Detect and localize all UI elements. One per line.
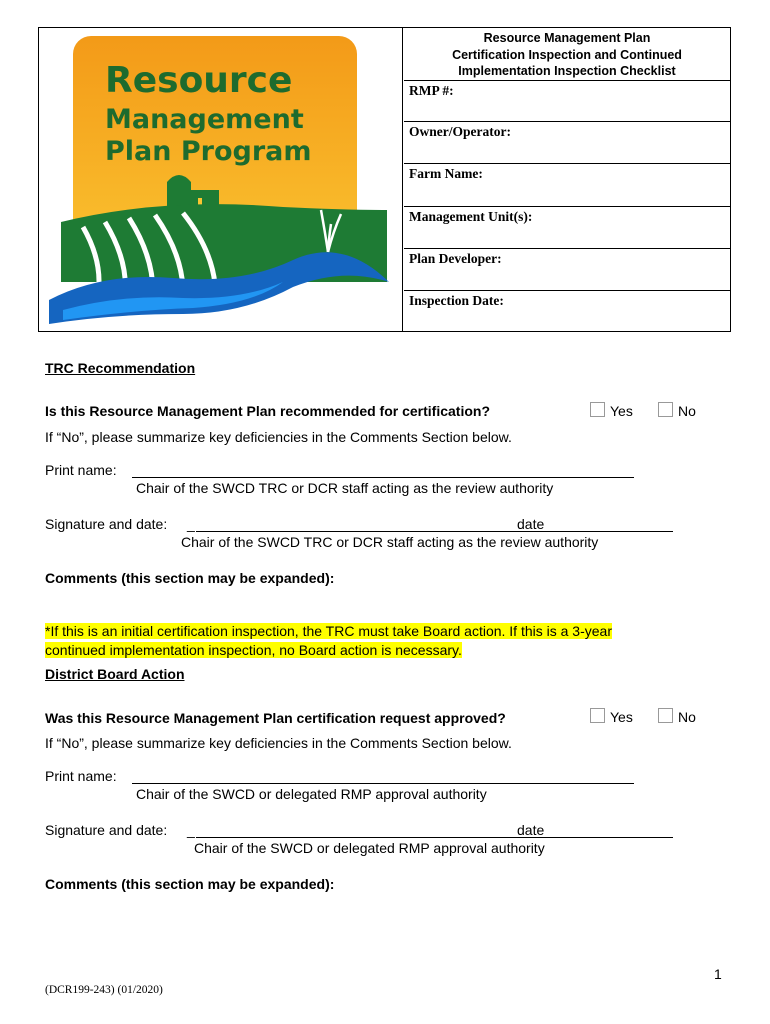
field-label: Owner/Operator: [409,124,511,139]
title-line-2: Certification Inspection and Continued [452,47,682,62]
trc-no-label: No [678,403,696,419]
header-box [38,27,731,332]
logo-text-line3: Plan Program [105,136,312,167]
field-rmp-number[interactable] [404,80,730,122]
board-signature-line[interactable] [196,837,673,838]
trc-heading: TRC Recommendation [45,360,196,376]
trc-signature-caption: Chair of the SWCD TRC or DCR staff acting as the review authority [181,534,599,550]
board-print-caption: Chair of the SWCD or delegated RMP approval authority [136,786,487,802]
logo-cell [39,28,403,331]
board-signature-lead: _ [187,822,195,838]
trc-no-checkbox[interactable] [658,402,673,417]
field-inspection-date[interactable] [404,291,730,331]
board-print-label: Print name: [45,768,117,784]
trc-date-label: date [517,516,545,532]
trc-signature-label: Signature and date: [45,516,168,532]
field-label: Plan Developer: [409,251,502,266]
field-label: Farm Name: [409,166,483,181]
note-line-2: continued implementation inspection, no Board action is necessary. [45,642,462,658]
trc-print-name-line[interactable] [132,477,634,478]
trc-question: Is this Resource Management Plan recommended for certification? [45,403,490,419]
field-farm-name[interactable] [404,164,730,207]
trc-yes-label: Yes [610,403,633,419]
title-line-3: Implementation Inspection Checklist [458,64,676,78]
trc-instruction: If “No”, please summarize key deficiencies in the Comments Section below. [45,429,512,445]
trc-signature-line[interactable] [196,531,673,532]
field-plan-developer[interactable] [404,249,730,291]
trc-print-label: Print name: [45,462,117,478]
board-yes-checkbox[interactable] [590,708,605,723]
board-yes-label: Yes [610,709,633,725]
field-owner-operator[interactable] [404,122,730,164]
field-management-units[interactable] [404,207,730,249]
note-line-1: *If this is an initial certification inspection, the TRC must take Board action. If this is a 3-year [45,623,612,639]
board-action-note [45,622,612,660]
rmp-logo [43,32,395,328]
form-id: (DCR199-243) (01/2020) [45,984,163,996]
board-question: Was this Resource Management Plan certification request approved? [45,710,506,726]
field-label: RMP #: [409,83,454,98]
page-number: 1 [714,966,722,982]
trc-print-caption: Chair of the SWCD TRC or DCR staff acting as the review authority [136,480,554,496]
trc-signature-lead: _ [187,516,195,532]
logo-text-line2: Management [105,104,304,135]
field-label: Inspection Date: [409,293,504,308]
form-title [404,30,730,80]
trc-comments-label: Comments (this section may be expanded): [45,570,335,586]
title-line-1: Resource Management Plan [483,31,651,45]
field-label: Management Unit(s): [409,209,533,224]
logo-text-line1: Resource [105,60,293,101]
board-heading: District Board Action [45,666,185,682]
board-signature-caption: Chair of the SWCD or delegated RMP approval authority [194,840,545,856]
board-signature-label: Signature and date: [45,822,168,838]
board-print-name-line[interactable] [132,783,634,784]
board-no-checkbox[interactable] [658,708,673,723]
board-date-label: date [517,822,545,838]
trc-yes-checkbox[interactable] [590,402,605,417]
board-no-label: No [678,709,696,725]
board-instruction: If “No”, please summarize key deficiencies in the Comments Section below. [45,735,512,751]
board-comments-label: Comments (this section may be expanded): [45,876,335,892]
